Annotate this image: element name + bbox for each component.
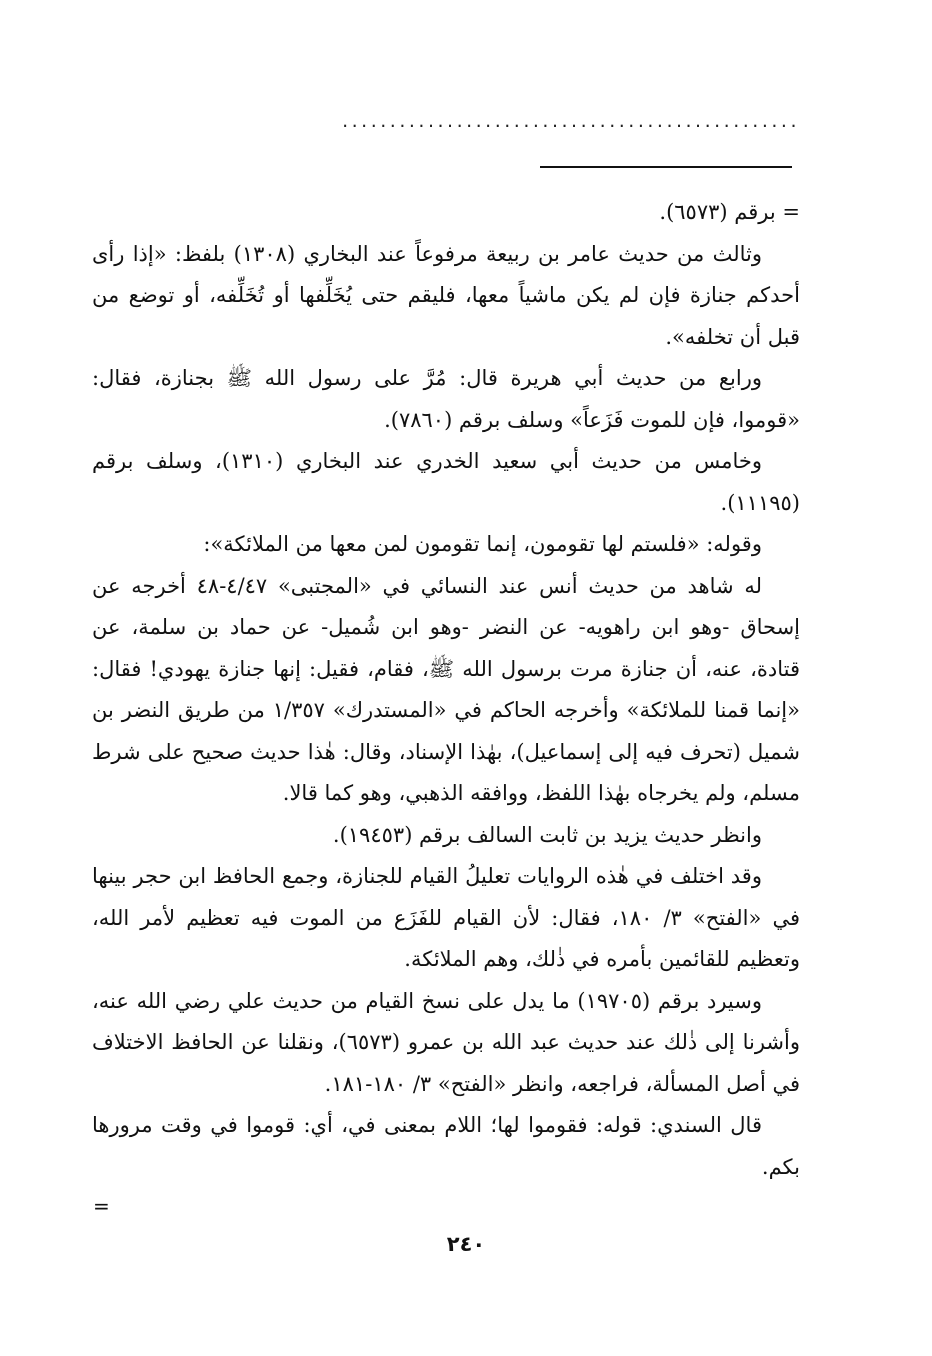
footnote-paragraph-witness: له شاهد من حديث أنس عند النسائي في «المجتبى» ٤/٤٧-٤٨ أخرجه عن إسحاق -وهو ابن راهويه- عن النضر -وهو ابن شُميل- عن حماد بن سلمة، عن قتادة، عنه، أن جنازة مرت برسول الله ﷺ، فقام، فقيل: إنها جنازة يهودي! فقال: «إنما قمنا للملائكة» وأخرجه الحاكم في «المستدرك» ١/٣٥٧ من طريق النضر بن شميل (تحرف فيه إلى إسماعيل)، بهٰذا الإسناد، وقال: هٰذا حديث صحيح على شرط مسلم، ولم يخرجاه بهٰذا اللفظ، ووافقه الذهبي، وهو كما قالا.	[92, 573, 800, 805]
footnote-paragraph-continuation: = برقم (٦٥٧٣).	[659, 200, 800, 224]
footnote-paragraph-sindi: قال السندي: قوله: فقوموا لها؛ اللام بمعنى في، أي: قوموا في وقت مرورها بكم.	[92, 1113, 800, 1179]
page-number: ٢٤٠	[446, 1232, 486, 1256]
footnote-paragraph-reasoning: وقد اختلف في هٰذه الروايات تعليلُ القيام للجنازة، وجمع الحافظ ابن حجر بينها في «الفتح» ٣/ ١٨٠، فقال: لأن القيام للفَزَع من الموت فيه تعظيم لأمر الله، وتعظيم للقائمين بأمره في ذٰلك، وهم الملائكة.	[92, 864, 800, 971]
footnote-paragraph-quote: وقوله: «فلستم لها تقومون، إنما تقومون لمن معها من الملائكة»:	[203, 532, 762, 556]
footnote-paragraph-fifth-hadith: وخامس من حديث أبي سعيد الخدري عند البخاري (١٣١٠)، وسلف برقم (١١١٩٥).	[92, 449, 800, 515]
separator-dots: ................................................	[342, 110, 800, 132]
footnote-paragraph-abrogation: وسيرد برقم (١٩٧٠٥) ما يدل على نسخ القيام من حديث علي رضي الله عنه، وأشرنا إلى ذٰلك عند حديث عبد الله بن عمرو (٦٥٧٣)، ونقلنا عن الحافظ الاختلاف في أصل المسألة، فراجعه، وانظر «الفتح» ٣/ ١٨٠-١٨١.	[92, 988, 801, 1096]
footnote-rule	[540, 166, 792, 168]
footnote-paragraph-third-hadith: وثالث من حديث عامر بن ربيعة مرفوعاً عند البخاري (١٣٠٨) بلفظ: «إذا رأى أحدكم جنازة فإن لم يكن ماشياً معها، فليقم حتى يُخَلِّفها أو تُخَلِّفه، أو توضع من قبل أن تخلفه».	[92, 241, 800, 349]
footnote-paragraph-see-also: وانظر حديث يزيد بن ثابت السالف برقم (١٩٤٥٣).	[332, 822, 762, 847]
footnote-paragraph-fourth-hadith: ورابع من حديث أبي هريرة قال: مُرَّ على رسول الله ﷺ بجنازة، فقال: «قوموا، فإن للموت فَزَعاً» وسلف برقم (٧٨٦٠).	[92, 366, 800, 432]
footnotes-body	[92, 192, 800, 1188]
continuation-mark: =	[93, 1194, 110, 1218]
